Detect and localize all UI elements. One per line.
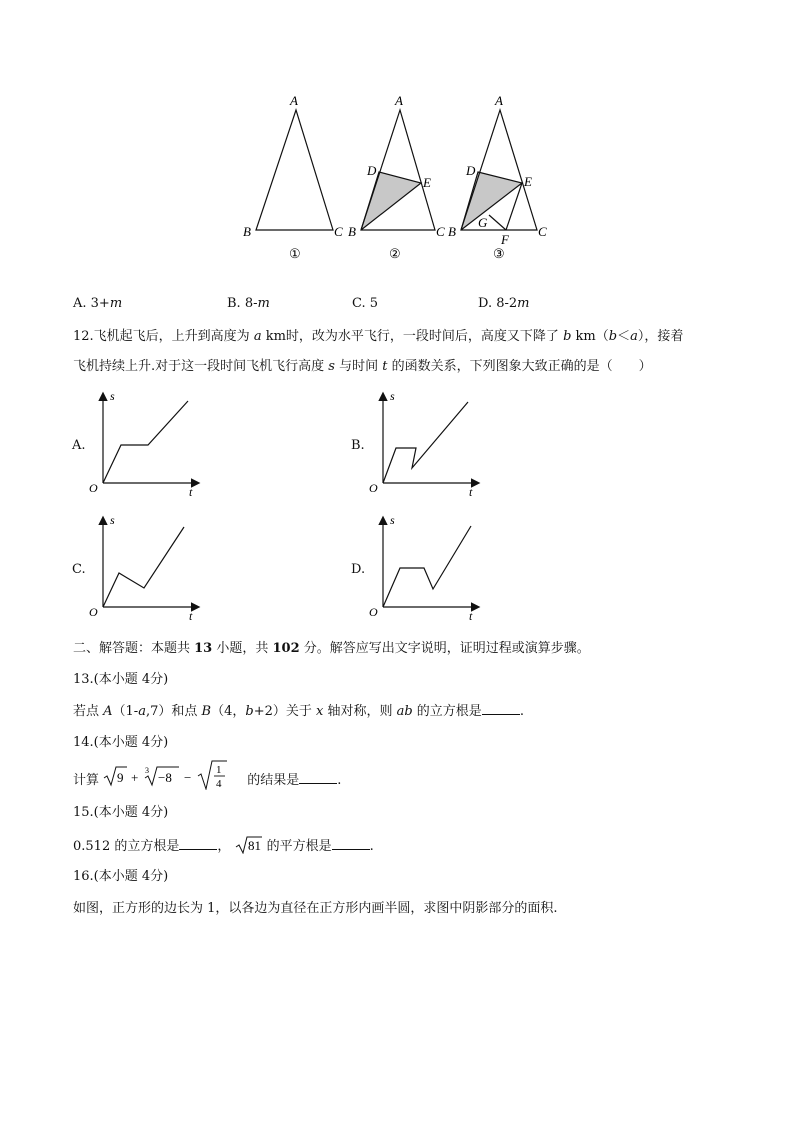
graph-b <box>366 388 482 500</box>
svg-text:t: t <box>189 609 193 623</box>
triangle-figures <box>230 88 570 266</box>
q13-body: 若点 A（1-a,7）和点 B（4，b+2）关于 x 轴对称，则 ab 的立方根是 . <box>73 704 524 719</box>
label-A3: A <box>495 93 503 108</box>
graph-a <box>86 388 202 500</box>
label-B1: B <box>243 224 251 239</box>
q11-option-d: D. 8-2m <box>478 296 530 311</box>
q11-option-b: B. 8-m <box>227 296 270 311</box>
label-F3: F <box>501 232 509 247</box>
svg-text:O: O <box>369 481 378 495</box>
q12-line2: 飞机持续上升.对于这一段时间飞机飞行高度 s 与时间 t 的函数关系，下列图象大致正确的是（ ） <box>73 359 652 374</box>
label-G3: G <box>478 215 488 230</box>
label-B2: B <box>348 224 356 239</box>
q14-expression <box>103 760 243 790</box>
svg-text:O: O <box>89 481 98 495</box>
svg-text:s: s <box>110 513 115 527</box>
graph-b-curve <box>383 402 468 483</box>
label-E2: E <box>423 175 431 190</box>
q16-heading: 16.(本小题 4分) <box>73 869 169 884</box>
label-C3: C <box>538 224 547 239</box>
caption-2: ② <box>389 246 401 261</box>
svg-text:t: t <box>469 485 473 499</box>
svg-text:3: 3 <box>145 766 150 775</box>
q11-option-c: C. 5 <box>352 296 379 311</box>
graph-d-curve <box>383 526 471 607</box>
label-A2: A <box>395 93 403 108</box>
graph-d <box>366 512 482 624</box>
q15-body: 0.512 的立方根是 ， 81 的平方根是 . <box>73 838 374 854</box>
svg-text:t: t <box>189 485 193 499</box>
svg-text:+: + <box>131 770 139 785</box>
q13-heading: 13.(本小题 4分) <box>73 672 169 687</box>
svg-text:O: O <box>369 605 378 619</box>
svg-text:s: s <box>110 389 115 403</box>
q12-option-c-label: C. <box>72 562 86 577</box>
svg-text:s: s <box>390 513 395 527</box>
svg-text:O: O <box>89 605 98 619</box>
q12-option-a-label: A. <box>72 438 86 453</box>
answer-blank[interactable] <box>299 771 337 784</box>
svg-text:s: s <box>390 389 395 403</box>
svg-text:9: 9 <box>117 770 124 785</box>
label-D3: D <box>466 163 476 178</box>
q15-heading: 15.(本小题 4分) <box>73 805 169 820</box>
label-E3: E <box>524 174 532 189</box>
sqrt-81 <box>235 836 263 854</box>
svg-text:−: − <box>184 770 192 785</box>
label-A1: A <box>290 93 298 108</box>
q11-option-a: A. 3+m <box>73 296 123 311</box>
label-D2: D <box>367 163 377 178</box>
section-2-heading: 二、解答题：本题共 13 小题，共 102 分。解答应写出文字说明，证明过程或演算步骤。 <box>73 641 590 656</box>
q12-option-d-label: D. <box>351 562 366 577</box>
q12-option-b-label: B. <box>351 438 365 453</box>
answer-blank[interactable] <box>179 837 217 850</box>
svg-text:81: 81 <box>247 838 261 853</box>
q14-heading: 14.(本小题 4分) <box>73 735 169 750</box>
caption-3: ③ <box>493 246 505 261</box>
q16-body: 如图，正方形的边长为 1，以各边为直径在正方形内画半圆，求图中阴影部分的面积. <box>73 901 558 916</box>
q12-line1: 12.飞机起飞后，上升到高度为 a km时，改为水平飞行，一段时间后，高度又下降了 b km（b＜a），接着 <box>73 329 684 344</box>
label-C1: C <box>334 224 343 239</box>
answer-blank[interactable] <box>332 837 370 850</box>
svg-text:4: 4 <box>216 778 222 790</box>
svg-text:t: t <box>469 609 473 623</box>
graph-c <box>86 512 202 624</box>
label-B3: B <box>448 224 456 239</box>
label-C2: C <box>436 224 445 239</box>
caption-1: ① <box>289 246 301 261</box>
answer-blank[interactable] <box>482 702 520 715</box>
q14-body: 计算 9 + 3 −8 − 1 4 的结果是 . <box>73 760 341 790</box>
svg-text:−8: −8 <box>158 770 172 785</box>
graph-c-curve <box>103 527 184 607</box>
svg-text:1: 1 <box>216 764 222 776</box>
triangle-1 <box>256 110 333 230</box>
graph-a-curve <box>103 401 188 483</box>
